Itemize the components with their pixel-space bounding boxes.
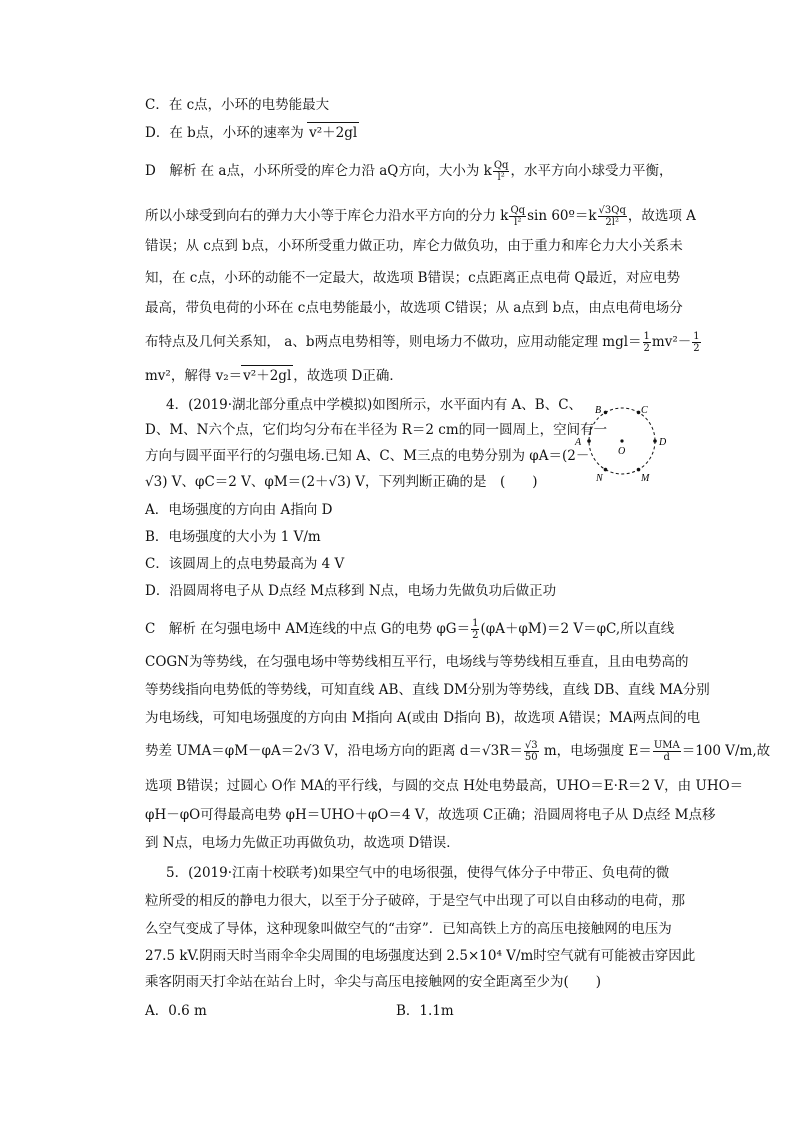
fraction: $\frac{1}{2}$	[472, 618, 479, 641]
q4-option-c: C．该圆周上的点电势最高为 4 V	[145, 556, 345, 572]
fraction: $\frac{Qq}{\text{l²}}$	[493, 160, 509, 183]
q3-answer-line-3: 错误；从 c点到 b点，小环所受重力做正功，库仑力做负功，由于重力和库仑力大小关系未	[145, 238, 683, 254]
q3-option-d-text: D．在 b点，小环的速率为	[145, 125, 304, 141]
point-m	[637, 468, 641, 472]
q3-answer-line-4: 知，在 c点，小环的动能不一定最大，故选项 B错误；c点距离正点电荷 Q最近，对应电势	[145, 270, 680, 286]
q3-answer-line-1	[145, 160, 672, 183]
q4-answer-line-2: COGN为等势线，在匀强电场中等势线相互平行，电场线与等势线相互垂直，且由电势高的	[145, 654, 689, 670]
text: ，水平方向小球受力平衡，	[510, 163, 673, 179]
q3-answer-line-2	[145, 205, 696, 228]
q4-option-a: A．电场强度的方向由 A指向 D	[145, 502, 333, 518]
q4-answer-line-7: φH－φO可得最高电势 φH＝UHO＋φO＝4 V，故选项 C正确；沿圆周将电子从 D点经 M点移	[145, 807, 716, 823]
q4-answer-line-8: 到 N点，电场力先做正功再做负功，故选项 D错误．	[145, 835, 460, 851]
q5-stem-line-5: 乘客阴雨天打伞站在站台上时，伞尖与高压电接触网的安全距离至少为( )	[145, 974, 602, 990]
label-m: M	[641, 473, 650, 484]
q3-answer-line-6	[145, 331, 702, 354]
q4-answer-line-6: 选项 B错误；过圆心 O作 MA的平行线，与圆的交点 H处电势最高，UHO＝E·R＝2 V，由 UHO＝	[145, 778, 744, 794]
q5-option-a: A．0.6 m	[145, 1003, 207, 1019]
q4-stem-line-2: D、M、N六个点，它们均匀分布在半径为 R＝2 cm的同一圆周上，空间有一	[145, 422, 608, 438]
text: ＝100 V/m,故	[681, 743, 771, 759]
q4-option-b: B．电场强度的大小为 1 V/m	[145, 529, 321, 545]
text: (φA＋φM)＝2 V＝φC,所以直线	[480, 621, 675, 637]
text: ，故选项 D正确．	[293, 368, 403, 384]
sqrt: v²＋2gl	[241, 365, 293, 386]
center-point-o	[620, 439, 623, 442]
text: ，故选项 A	[627, 208, 696, 224]
q3-option-d	[145, 122, 359, 143]
q5-stem-line-1: 5．(2019·江南十校联考)如果空气中的电场很强，使得气体分子中带正、负电荷的微	[166, 865, 670, 881]
label-a: A	[575, 437, 582, 448]
circle-figure	[570, 398, 670, 484]
q5-stem-line-4: 27.5 kV.阴雨天时当雨伞伞尖周围的电场强度达到 2.5×10⁴ V/m时空气就有可能被击穿因此	[145, 948, 696, 964]
fraction: $\frac{\text{UMA}}{d}$	[653, 740, 680, 763]
q3-option-c: C．在 c点，小环的电势能最大	[145, 97, 330, 113]
fraction: $\frac{Qq}{\text{l²}}$	[510, 205, 526, 228]
q3-answer-line-5: 最高，带负电荷的小环在 c点电势能最小，故选项 C错误；从 a点到 b点，由点电荷电场分	[145, 300, 683, 316]
q5-stem-line-3: 么空气变成了导体，这种现象叫做空气的“击穿”．已知高铁上方的高压电接触网的电压为	[145, 921, 672, 937]
label-c: C	[641, 405, 648, 416]
fraction: $\frac{1}{2}$	[643, 331, 650, 354]
q3-answer-line-7	[145, 365, 403, 386]
q3-option-d-sqrt: v²＋2gl	[307, 122, 359, 143]
q4-stem-line-3: 方向与圆平面平行的匀强电场.已知 A、C、M三点的电势分别为 φA＝(2－	[145, 448, 590, 464]
point-a	[587, 439, 591, 443]
q4-option-d: D．沿圆周将电子从 D点经 M点移到 N点，电场力先做负功后做正功	[145, 583, 557, 599]
point-c	[637, 411, 641, 415]
q4-answer-line-1	[145, 618, 674, 641]
point-b	[604, 411, 608, 415]
text: mv²－	[651, 334, 692, 350]
label-b: B	[595, 405, 602, 416]
q5-stem-line-2: 粒所受的相反的静电力很大，以至于分子破碎，于是空气中出现了可以自由移动的电荷，那	[145, 893, 685, 909]
point-n	[604, 468, 608, 472]
fraction: $\frac{√3}{50}$	[524, 740, 538, 763]
q4-answer-line-4: 为电场线，可知电场强度的方向由 M指向 A(或由 D指向 B)，故选项 A错误；MA两点间的电	[145, 710, 701, 726]
label-o: O	[618, 446, 626, 457]
label-d: D	[659, 437, 667, 448]
fraction: $\frac{√3Qq}{\text{2l²}}$	[598, 205, 626, 228]
q4-stem-line-4: √3) V、φC＝2 V、φM＝(2＋√3) V，下列判断正确的是 ( )	[145, 474, 538, 490]
label-n: N	[596, 473, 603, 484]
q4-answer-line-5	[145, 740, 770, 763]
text: C 解析 在匀强电场中 AM连线的中点 G的电势 φG＝	[145, 621, 471, 637]
text: mv²，解得 v₂＝	[145, 368, 243, 384]
text: 所以小球受到向右的弹力大小等于库仑力沿水平方向的分力 k	[145, 208, 509, 224]
text: sin 60º＝k	[527, 208, 597, 224]
text: D 解析 在 a点，小环所受的库仑力沿 aQ方向，大小为 k	[145, 163, 492, 179]
q5-option-b: B．1.1m	[396, 1003, 454, 1019]
fraction: $\frac{1}{2}$	[693, 331, 700, 354]
q4-answer-line-3: 等势线指向电势低的等势线，可知直线 AB、直线 DM分别为等势线，直线 DB、直线 MA分别	[145, 682, 710, 698]
text: 布特点及几何关系知， a、b两点电势相等，则电场力不做功，应用动能定理 mgl＝	[145, 334, 642, 350]
point-d	[653, 439, 657, 443]
q4-stem-line-1: 4．(2019·湖北部分重点中学模拟)如图所示，水平面内有 A、B、C、	[166, 397, 583, 413]
text: m，电场强度 E＝	[539, 743, 652, 759]
text: 势差 UMA＝φM－φA＝2√3 V，沿电场方向的距离 d＝√3R＝	[145, 743, 523, 759]
